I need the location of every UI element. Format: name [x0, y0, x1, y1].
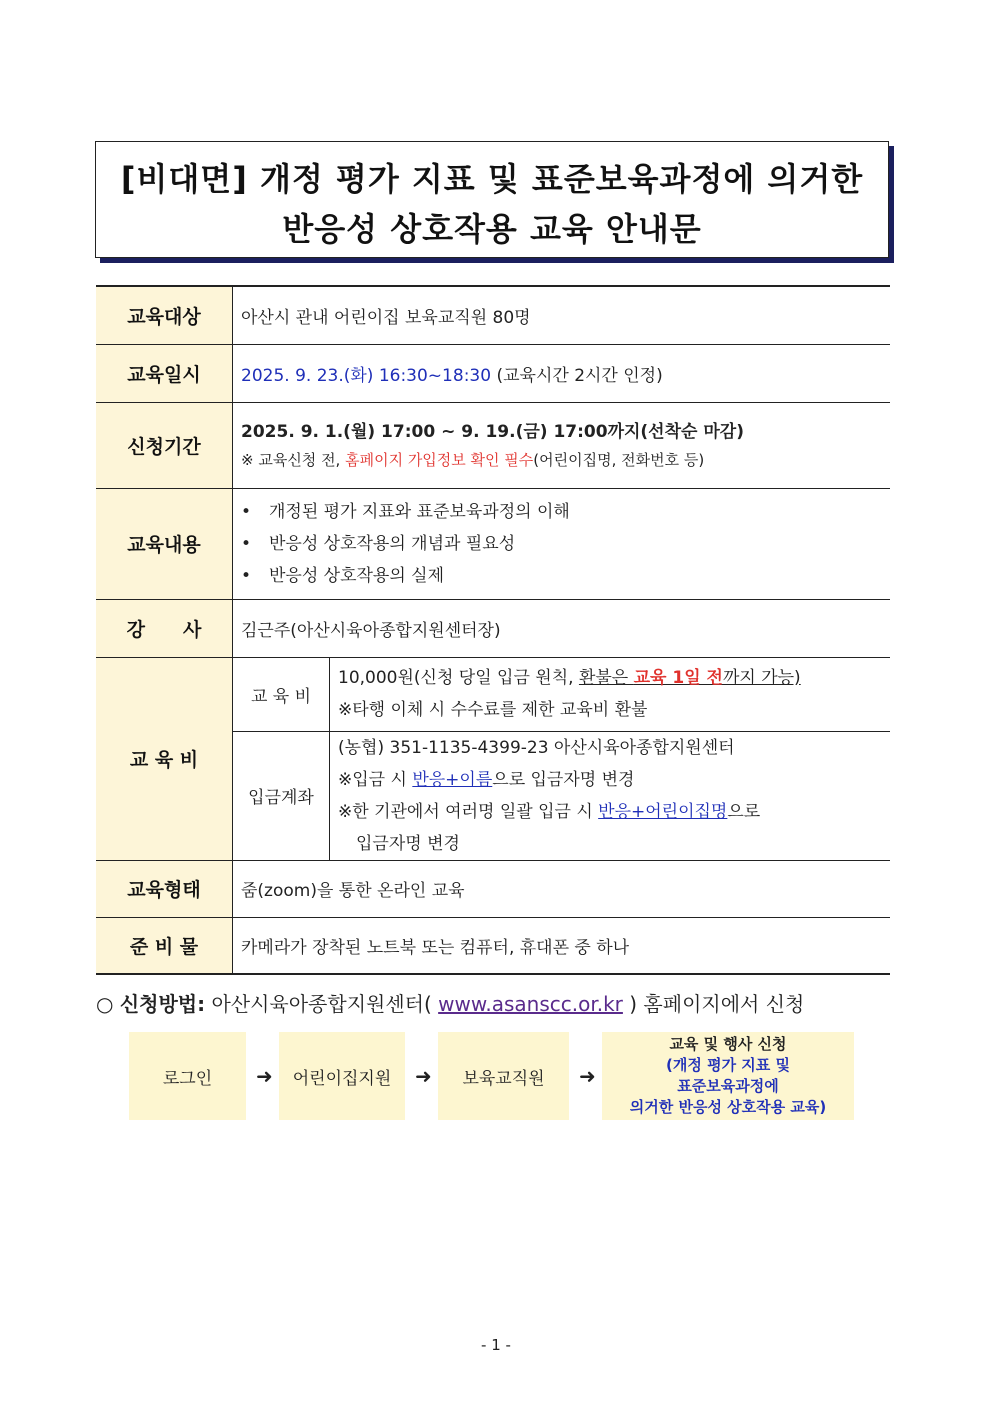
- content-list: [241, 496, 882, 592]
- row-label: 교육내용: [96, 488, 233, 599]
- page-number: - 1 -: [481, 1336, 511, 1354]
- acct3-name-format: 반응+어린이집명: [598, 801, 728, 822]
- row-label: 교육대상: [96, 286, 233, 344]
- datetime-note: (교육시간 2시간 인정): [491, 365, 663, 386]
- acct3-post: 으로: [727, 801, 761, 822]
- row-label: 교 육 비: [96, 657, 233, 860]
- row-label: 교육일시: [96, 344, 233, 402]
- acct2-pre: ※입금 시: [338, 769, 413, 790]
- row-label: 준 비 물: [96, 917, 233, 974]
- note-suffix: (어린이집명, 전화번호 등): [533, 451, 705, 469]
- sub-label-fee: 교 육 비: [233, 657, 330, 731]
- account-line-4: 입금자명 변경: [356, 833, 460, 854]
- row-apply: [96, 402, 890, 488]
- row-value: [233, 344, 891, 402]
- step-login: [129, 1032, 246, 1120]
- step-final-line: 표준보육과정에: [677, 1077, 779, 1095]
- row-prep: [96, 917, 890, 974]
- fee-line-2: ※타행 이체 시 수수료를 제한 교육비 환불: [338, 700, 648, 720]
- row-value: 김근주(아산시육아종합지원센터장): [233, 599, 891, 657]
- step-childcare-staff: [438, 1032, 569, 1120]
- row-value: 카메라가 장착된 노트북 또는 컴퓨터, 휴대폰 중 하나: [233, 917, 891, 974]
- title-line-1: [비대면] 개정 평가 지표 및 표준보육과정에 의거한: [120, 160, 864, 198]
- list-item: • 반응성 상호작용의 실제: [241, 560, 882, 592]
- fee-value: [330, 657, 891, 731]
- step-label: 로그인: [162, 1068, 213, 1089]
- step-daycare-support: [279, 1032, 405, 1120]
- arrow-icon: ➜: [256, 1064, 273, 1088]
- datetime-value: 2025. 9. 23.(화) 16:30~18:30: [241, 365, 492, 386]
- refund-post: 까지 가능): [722, 668, 801, 688]
- acct2-name-format: 반응+이름: [412, 769, 493, 790]
- step-final-line: 의거한 반응성 상호작용 교육): [629, 1098, 827, 1116]
- arrow-icon: ➜: [415, 1064, 432, 1088]
- account-value: [330, 731, 891, 860]
- acct2-post: 으로 입금자명 변경: [492, 769, 635, 790]
- note-required: 홈페이지 가입정보 확인 필수: [345, 451, 534, 469]
- note-prefix: ※ 교육신청 전,: [241, 451, 346, 469]
- row-target: [96, 286, 890, 344]
- fee-prefix: 10,000원(신청 당일 입금 원칙,: [338, 668, 579, 688]
- method-post: ) 홈페이지에서 신청: [622, 992, 805, 1016]
- row-value: 줌(zoom)을 통한 온라인 교육: [233, 860, 891, 917]
- apply-method: [96, 988, 804, 1017]
- sub-label-account: 입금계좌: [233, 731, 330, 860]
- refund-pre: 환불은: [578, 668, 634, 688]
- row-value: [233, 402, 891, 488]
- account-line-2: [338, 764, 882, 796]
- account-line-3: [338, 796, 882, 828]
- row-value: [233, 488, 891, 599]
- arrow-icon: ➜: [579, 1064, 596, 1088]
- method-label: 신청방법:: [119, 992, 206, 1016]
- homepage-link[interactable]: www.asanscc.or.kr: [438, 992, 623, 1016]
- title-box: [95, 141, 889, 258]
- info-table: [96, 285, 890, 975]
- fee-refund: [579, 668, 801, 688]
- row-fee: [96, 657, 890, 731]
- row-label: 강 사: [96, 599, 233, 657]
- step-final-title: 교육 및 행사 신청: [669, 1035, 787, 1053]
- row-content: [96, 488, 890, 599]
- row-instructor: [96, 599, 890, 657]
- row-value: 아산시 관내 어린이집 보육교직원 80명: [233, 286, 891, 344]
- row-label: 교육형태: [96, 860, 233, 917]
- row-format: [96, 860, 890, 917]
- acct3-pre: ※한 기관에서 여러명 일괄 입금 시: [338, 801, 599, 822]
- row-label: 신청기간: [96, 402, 233, 488]
- fee-line-1: [338, 662, 882, 694]
- step-label: 보육교직원: [462, 1068, 545, 1089]
- list-item: • 개정된 평가 지표와 표준보육과정의 이해: [241, 496, 882, 528]
- step-final-line: (개정 평가 지표 및: [666, 1056, 790, 1074]
- refund-deadline: 교육 1일 전: [633, 668, 723, 688]
- apply-period: 2025. 9. 1.(월) 17:00 ~ 9. 19.(금) 17:00까지(선착순 마감): [241, 422, 744, 442]
- step-education-apply: [602, 1032, 854, 1120]
- list-item: • 반응성 상호작용의 개념과 필요성: [241, 528, 882, 560]
- method-pre: 아산시육아종합지원센터(: [205, 992, 439, 1016]
- title-line-2: 반응성 상호작용 교육 안내문: [282, 210, 702, 248]
- method-bullet: ○: [96, 992, 120, 1016]
- account-line-1: (농협) 351-1135-4399-23 아산시육아종합지원센터: [338, 737, 735, 758]
- step-label: 어린이집지원: [292, 1068, 392, 1089]
- apply-note: [241, 447, 882, 473]
- row-datetime: [96, 344, 890, 402]
